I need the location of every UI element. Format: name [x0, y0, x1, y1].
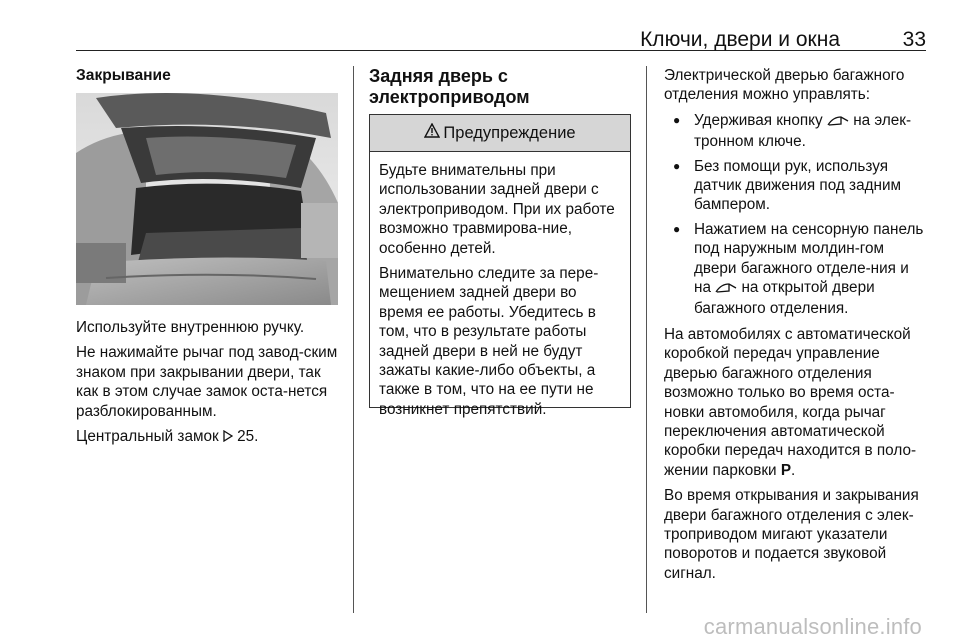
column-divider: [353, 66, 354, 613]
control-methods-list: [664, 111, 929, 319]
paragraph-intro: Электрической дверью багажного отделения можно управлять:: [664, 67, 905, 104]
park-position-label: P: [780, 461, 792, 479]
right-column: [664, 66, 929, 589]
list-item: ● Без помощи рук, используя датчик движения под задним бампером.: [664, 157, 929, 215]
tailgate-key-icon: [827, 113, 849, 132]
warning-body: [370, 152, 630, 419]
left-column: [76, 66, 341, 91]
warning-paragraph: Внимательно следите за пере-мещением задней двери во время ее работы. Убедитесь в том, что в результате работы задней двери в ней не будут зажаты какие-либо объекты, а также в том, что на ее пути не возникнет препятствий.: [379, 265, 599, 418]
tailgate-illustration: [76, 93, 338, 305]
paragraph: Используйте внутреннюю ручку.: [76, 319, 305, 336]
paragraph-central-lock: Центральный замок 25.: [76, 428, 259, 446]
page-header: [76, 28, 926, 51]
page-ref-arrow-icon: [223, 428, 237, 445]
paragraph-automatic: На автомобилях с автоматической коробкой передач управление дверью багажного отделения возможно только во время оста-новки автомобиля, когда рычаг переключения автоматической коробки передач находится в поло-жении парковки P.: [664, 325, 917, 479]
section-heading-closing: Закрывание: [76, 67, 171, 84]
warning-box: [369, 114, 631, 418]
page-ref-link[interactable]: 25.: [237, 428, 259, 446]
watermark: carmanualsonline.info: [703, 614, 922, 639]
tailgate-key-icon: [715, 280, 737, 299]
middle-column: [369, 66, 631, 114]
chapter-title: Ключи, двери и окна: [640, 28, 840, 51]
section-heading-power-tailgate: Задняя дверь с электроприводом: [369, 66, 530, 107]
warning-triangle-icon: [424, 123, 440, 143]
paragraph-signal: Во время открывания и закрывания двери багажного отделения с элек-троприводом мигают указатели поворотов и подается звуковой сигнал.: [664, 487, 919, 582]
column-divider: [646, 66, 647, 613]
paragraph: Не нажимайте рычаг под завод-ским знаком при закрывании двери, так как в этом случае замок оста-нется разблокированным.: [76, 344, 338, 420]
warning-paragraph: Будьте внимательны при использовании задней двери с электроприводом. При их работе возможно травмирова-ние, особенно детей.: [379, 162, 615, 257]
closing-text: [76, 318, 344, 452]
warning-title: Предупреждение: [443, 123, 576, 142]
list-item: ● Нажатием на сенсорную панель под наружным молдин-гом двери багажного отделе-ния и на на открытой двери багажного отделения.: [664, 220, 929, 319]
list-item: ● Удерживая кнопку на элек-тронном ключе.: [664, 111, 929, 152]
tailgate-open-photo: [76, 93, 338, 305]
warning-header: [370, 115, 630, 152]
page-number: 33: [902, 28, 926, 51]
